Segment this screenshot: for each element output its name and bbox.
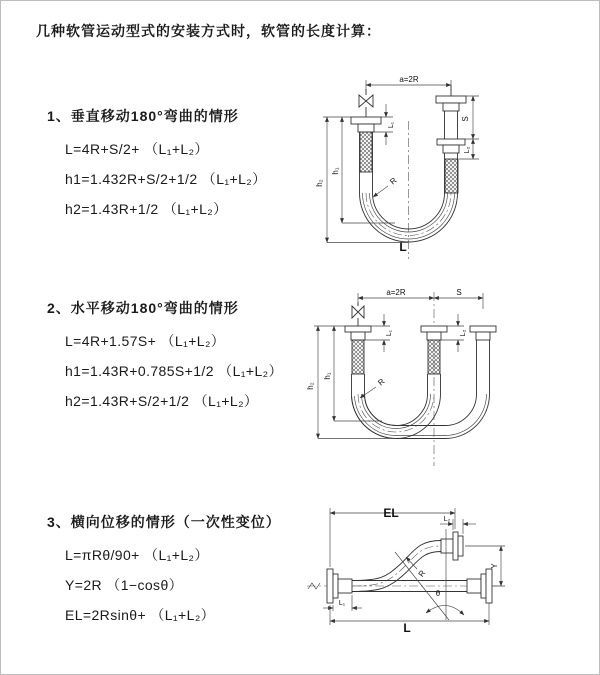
dim-l1-label: L₁ (338, 600, 346, 607)
pipe-break-mark (308, 583, 320, 589)
left-flange (327, 569, 352, 603)
section-2-heading: 2、水平移动180°弯曲的情形 (47, 300, 239, 316)
diagram-horizontal-180 (304, 284, 596, 470)
dim-a2r-label: a=2R (399, 75, 419, 84)
dim-l2-label: L₂ (464, 146, 471, 154)
s-curve-hose (352, 541, 441, 592)
angle-theta-label: θ (435, 589, 441, 598)
section-3-formula-L: L=πRθ/90+ （L₁+L₂） (65, 547, 209, 563)
diagram-vertical-180 (309, 71, 591, 263)
radius-label: R (416, 568, 428, 579)
section-2-formula-h2: h2=1.43R+S/2+1/2 （L₁+L₂） (65, 393, 259, 409)
dim-h2-label: h₂ (306, 382, 315, 390)
radius-callout (406, 557, 427, 579)
length-label: L (399, 240, 407, 254)
dim-l2 (441, 314, 467, 352)
dim-l1-label: L₁ (386, 329, 393, 337)
section-1-formula-h2: h2=1.43R+1/2 （L₁+L₂） (65, 201, 228, 217)
radius-callout (373, 176, 399, 197)
section-3-heading: 3、横向位移的情形（一次性变位） (47, 514, 281, 530)
dim-l1-label: L₁ (388, 121, 395, 129)
page-title: 几种软管运动型式的安装方式时，软管的长度计算： (36, 23, 381, 39)
braid-hose (360, 132, 372, 172)
braid-hose (352, 340, 364, 374)
valve-icon (359, 89, 373, 117)
section-1-formula-L: L=4R+S/2+ （L₁+L₂） (65, 141, 209, 157)
radius-label: R (388, 175, 399, 187)
section-1-formula-h1: h1=1.432R+S/2+1/2 （L₁+L₂） (65, 171, 267, 187)
radius-callout (360, 377, 387, 398)
braid-hose (428, 340, 440, 374)
radius-label: R (376, 376, 387, 388)
dim-l1 (365, 314, 393, 352)
dim-a2r-label: a=2R (386, 288, 406, 297)
angle-theta (426, 589, 464, 615)
dim-h1-label: h₁ (331, 167, 340, 175)
u-bend-hose (360, 193, 458, 242)
right-flange-displaced (441, 532, 463, 560)
left-pipe-fitting (345, 326, 371, 374)
dim-a2r (366, 75, 451, 93)
dim-s-label: S (461, 116, 470, 122)
right-flange-original (467, 569, 492, 603)
middle-pipe-fitting (421, 326, 447, 374)
dim-el (330, 506, 455, 567)
left-pipe-fitting (351, 117, 381, 193)
dim-h2-label: h₂ (315, 179, 324, 187)
dim-l2-label: L₂ (443, 516, 451, 523)
dim-l2-label: L₂ (460, 329, 467, 337)
length-label: L (403, 621, 411, 635)
section-2-formula-h1: h1=1.43R+0.785S+1/2 （L₁+L₂） (65, 363, 283, 379)
section-1-heading: 1、垂直移动180°弯曲的情形 (47, 108, 239, 124)
dim-l1 (373, 104, 395, 145)
braid-hose (445, 159, 458, 193)
diagram-lateral-displacement (299, 499, 600, 646)
dim-el-label: EL (383, 506, 399, 520)
dim-s-label: S (456, 288, 462, 297)
section-3-formula-Y: Y=2R （1−cosθ） (65, 577, 184, 593)
dim-a2r (358, 288, 483, 309)
dim-h1-label: h₁ (323, 372, 332, 380)
valve-icon (352, 302, 364, 326)
dim-l2 (440, 516, 476, 534)
right-pipe-fitting (470, 326, 496, 340)
section-2-formula-L: L=4R+1.57S+ （L₁+L₂） (65, 333, 226, 349)
u-bend-hose-original (352, 374, 441, 439)
right-pipe-fitting (436, 85, 466, 193)
section-3-formula-EL: EL=2Rsinθ+ （L₁+L₂） (65, 607, 216, 623)
dim-y-label: Y (490, 563, 499, 569)
dim-h1 (323, 117, 395, 223)
dim-s (434, 288, 483, 298)
